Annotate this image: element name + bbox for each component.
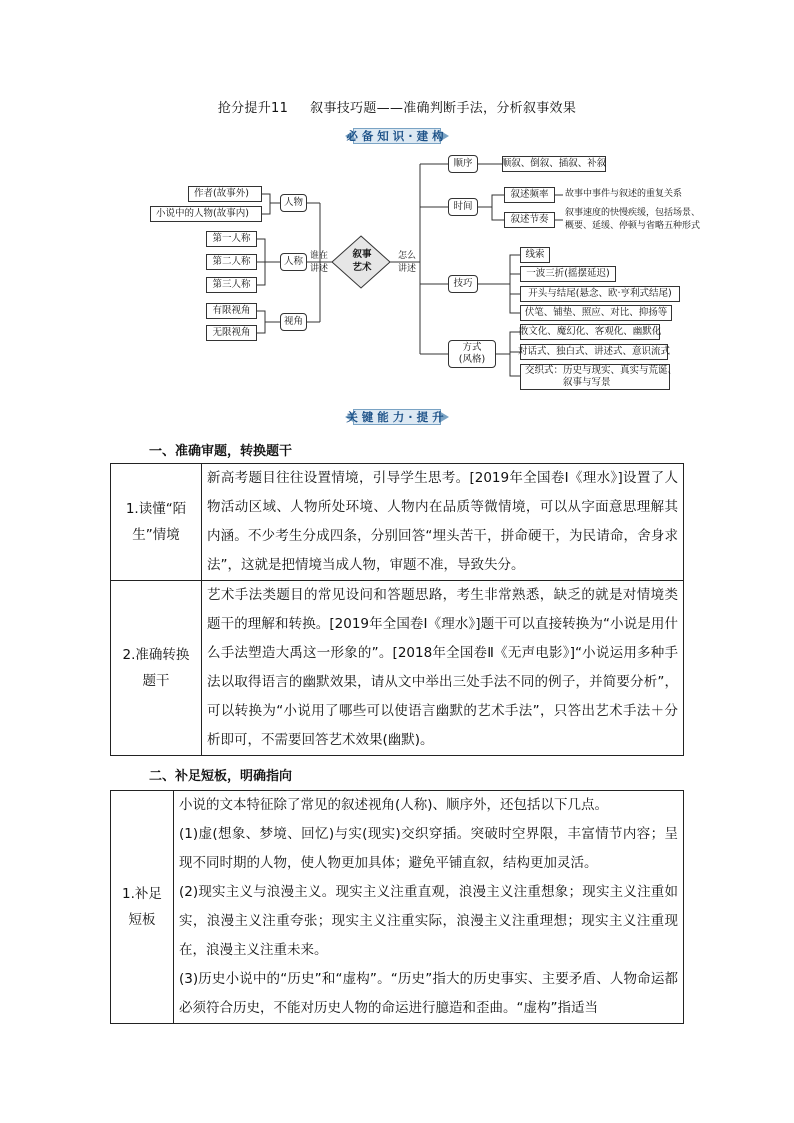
node-omniscient-view: 无限视角 <box>206 325 257 341</box>
interwoven-line-1: 交织式：历史与现实、真实与荒诞、 <box>525 365 678 377</box>
node-rhythm: 叙述节奏 <box>504 212 555 228</box>
node-order: 顺序 <box>448 155 478 173</box>
node-dialogue-style: 对话式、独白式、讲述式、意识流式 <box>520 344 668 360</box>
section1-table <box>110 463 684 756</box>
how-narrates-label: 怎么讲述 <box>397 251 416 274</box>
node-second-person: 第二人称 <box>206 254 257 270</box>
table-row <box>111 464 684 581</box>
node-time: 时间 <box>448 198 478 216</box>
banner-text: 必备知识·建构 <box>346 129 448 143</box>
row-text: 新高考题目往往设置情境，引导学生思考。[2019年全国卷Ⅰ《理水》]设置了人物活动区域、人物所处环境、人物内在品质等微情境，可以从字面意思理解其内涵。不少考生分成四条，分别回答“埋头苦干，拼命硬干，为民请命，舍身求法”，这就是把情境当成人物，审题不准，导致失分。 <box>202 464 684 581</box>
banner-text: 关键能力·提升 <box>346 410 448 424</box>
paragraph: (3)历史小说中的“历史”和“虚构”。“历史”指大的历史事实、主要矛盾、人物命运都必须符合历史，不能对历史人物的命运进行臆造和歪曲。“虚构”指适当 <box>179 971 678 1016</box>
row-label: 1.读懂“陌生”情境 <box>111 464 202 581</box>
style-label-2: (风格) <box>458 354 486 365</box>
node-twists: 一波三折(摇摆延迟) <box>520 266 616 282</box>
rhythm-detail-1: 叙事速度的快慢疾缓，包括场景、 <box>565 208 701 218</box>
row-label: 2.准确转换题干 <box>111 581 202 756</box>
section2-heading: 二、补足短板，明确指向 <box>149 769 293 784</box>
section1-heading: 一、准确审题，转换题干 <box>149 444 293 459</box>
row-label: 1.补足短板 <box>111 791 174 1024</box>
row-text: 艺术手法类题目的常见设问和答题思路，考生非常熟悉，缺乏的就是对情境类题干的理解和转换。[2019年全国卷Ⅰ《理水》]题干可以直接转换为“小说是用什么手法塑造大禹这一形象的”。[2018年全国卷Ⅱ《无声电影》]“小说运用多种手法以取得语言的幽默效果，请从文中举出三处手法不同的例子，并简要分析”，可以转换为“小说用了哪些可以使语言幽默的艺术手法”，只答出艺术手法＋分析即可，不需要回答艺术效果(幽默)。 <box>202 581 684 756</box>
node-prose-style: 散文化、魔幻化、客观化、幽默化 <box>520 324 660 340</box>
table-row <box>111 581 684 756</box>
frequency-detail: 故事中事件与叙述的重复关系 <box>565 189 683 199</box>
node-first-person: 第一人称 <box>206 231 257 247</box>
row-text <box>174 791 684 1024</box>
style-label-1: 方式 <box>462 342 482 354</box>
node-style <box>448 340 496 368</box>
node-perspective: 视角 <box>280 313 307 331</box>
node-third-person: 第三人称 <box>206 277 257 293</box>
interwoven-line-2: 叙事与写景 <box>563 377 611 388</box>
table-row <box>111 791 684 1024</box>
node-grammatical-person: 人称 <box>280 253 307 271</box>
node-limited-view: 有限视角 <box>206 303 257 319</box>
node-order-detail: 顺叙、倒叙、插叙、补叙 <box>502 156 606 172</box>
title-main: 叙事技巧题——准确判断手法，分析叙事效果 <box>310 101 577 116</box>
node-frequency: 叙述频率 <box>504 187 555 203</box>
node-clue: 线索 <box>520 247 550 263</box>
section2-table <box>110 790 684 1024</box>
node-character-narrator: 小说中的人物(故事内) <box>150 206 262 222</box>
paragraph: 小说的文本特征除了常见的叙述视角(人称)、顺序外，还包括以下几点。 <box>179 797 609 813</box>
paragraph: (2)现实主义与浪漫主义。现实主义注重直观，浪漫主义注重想象；现实主义注重如实，浪漫主义注重夸张；现实主义注重实际，浪漫主义注重理想；现实主义注重现在，浪漫主义注重未来。 <box>179 884 678 958</box>
node-author: 作者(故事外) <box>188 186 262 202</box>
node-opening-ending: 开头与结尾(悬念、欧·亨利式结尾) <box>520 286 680 302</box>
rhythm-detail-2: 概要、延缓、停顿与省略五种形式 <box>565 221 701 231</box>
node-technique: 技巧 <box>448 275 478 293</box>
section-banner-ability <box>345 406 449 428</box>
who-narrates-label: 谁在讲述 <box>309 251 328 274</box>
node-person: 人物 <box>280 194 307 212</box>
node-foreshadowing: 伏笔、铺垫、照应、对比、抑扬等 <box>520 305 672 321</box>
node-interwoven-style <box>520 364 678 390</box>
center-label: 叙事艺术 <box>352 249 372 273</box>
paragraph: (1)虚(想象、梦境、回忆)与实(现实)交织穿插。突破时空界限，丰富情节内容；呈现不同时期的人物，使人物更加具体；避免平铺直叙，结构更加灵活。 <box>179 826 678 871</box>
title-prefix: 抢分提升11 <box>217 101 289 116</box>
